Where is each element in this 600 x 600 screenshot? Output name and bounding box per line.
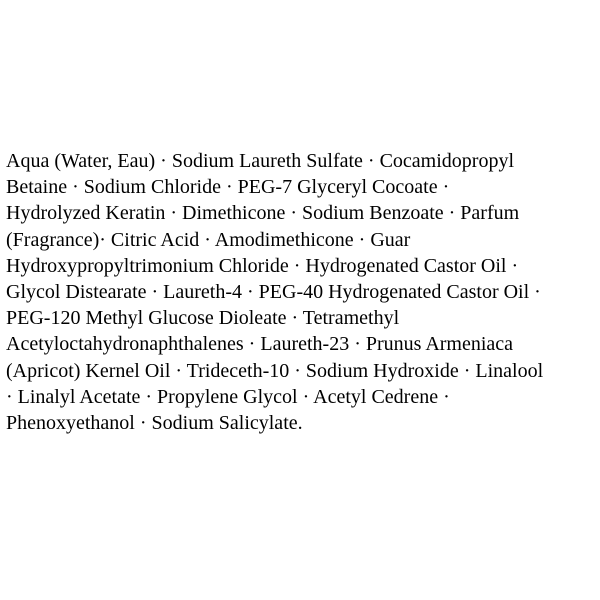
ingredients-line: (Fragrance)· Citric Acid · Amodimethicone · Guar	[6, 228, 411, 251]
ingredients-line: Phenoxyethanol · Sodium Salicylate.	[6, 411, 303, 434]
ingredients-line: · Linalyl Acetate · Propylene Glycol · Acetyl Cedrene ·	[6, 385, 450, 408]
ingredients-line: Betaine · Sodium Chloride · PEG-7 Glyceryl Cocoate ·	[6, 176, 450, 199]
ingredients-line: Glycol Distearate · Laureth-4 · PEG-40 Hydrogenated Castor Oil ·	[6, 280, 541, 303]
ingredients-line: Hydrolyzed Keratin · Dimethicone · Sodium Benzoate · Parfum	[6, 202, 520, 225]
ingredients-line: (Apricot) Kernel Oil · Trideceth-10 · Sodium Hydroxide · Linalool	[6, 359, 544, 382]
ingredients-line: PEG-120 Methyl Glucose Dioleate · Tetramethyl	[6, 307, 400, 330]
ingredients-line: Acetyloctahydronaphthalenes · Laureth-23 · Prunus Armeniaca	[6, 333, 514, 356]
ingredients-line: Aqua (Water, Eau) · Sodium Laureth Sulfate · Cocamidopropyl	[6, 150, 514, 172]
ingredients-list	[6, 148, 596, 436]
ingredients-line: Hydroxypropyltrimonium Chloride · Hydrogenated Castor Oil ·	[6, 254, 519, 277]
